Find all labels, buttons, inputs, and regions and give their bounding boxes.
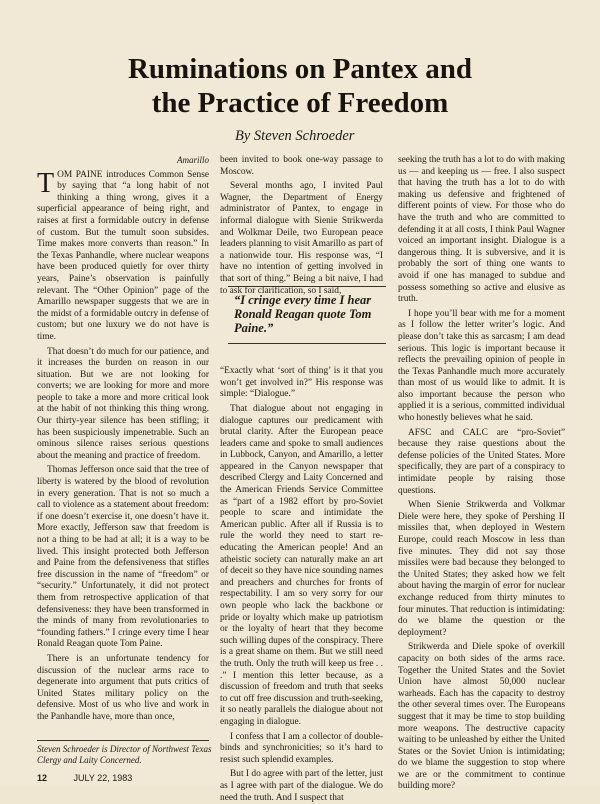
column-2 (220, 155, 383, 803)
article-title (60, 52, 540, 120)
pull-quote: “I cringe every time I hear Ronald Reagan quote Tom Paine.” (228, 286, 386, 344)
paragraph: But I do agree with part of the letter, just as I agree with part of the dialogue. We do need the truth. And I suspect that (220, 769, 383, 803)
page-footer (37, 773, 132, 783)
paragraph: There is an unfortunate tendency for discussion of the nuclear arms race to degenerate into argument that puts critics of United States military policy on the defensive. Most of us who live and work in the Panhandle have, more than once, (37, 653, 209, 722)
paragraph: “Exactly what ‘sort of thing’ is it that you won’t get involved in?” His response was simple: “Dialogue.” (220, 366, 383, 400)
paragraph: TOM PAINE introduces Common Sense by saying that “a long habit of not thinking a thing wrong, gives it a superficial appearance of being right, and raises at first a formidable outcry in defense of custom. But the tumult soon subsides. Time makes more converts than reason.” In the Texas Panhandle, where nuclear weapons have been produced quietly for over thirty years, Paine’s observation is painfully relevant. The “Other Opinion” page of the Amarillo newspaper suggests that we are in the midst of a formidable outcry in defense of custom; but one luxury we do not have is time. (37, 167, 209, 342)
paragraph: been invited to book one-way passage to Moscow. (220, 155, 383, 177)
column-1 (37, 155, 209, 722)
title-line-1: Ruminations on Pantex and (127, 53, 473, 85)
column-3 (398, 155, 565, 792)
paragraph: seeking the truth has a lot to do with making us — and keeping us — free. I also suspect that having the truth has a lot to do with making us defensive and frightened of different points of view. For those who do have the truth and who are committed to defending it at all costs, I think Paul Wagner voiced an important insight. Dialogue is a dangerous thing. It is subversive, and it is probably the sort of thing one wants to avoid if one has managed to subdue and possess something so active and elusive as truth. (398, 155, 565, 305)
paragraph: I hope you’ll bear with me for a moment as I follow the letter writer’s logic. And please don’t take this as sarcasm; I am dead serious. This logic is important because it reflects the prevailing opinion of people in the Texas Panhandle much more accurately than most of us would like to admit. It is also important because the person who applied it is a serious, committed individual who honestly believes what he said. (398, 308, 565, 424)
paragraph: That dialogue about not engaging in dialogue captures our predicament with brutal clarity. After the European peace leaders came and spoke to small audiences in Lubbock, Canyon, and Amarillo, a letter appeared in the Canyon newspaper that described Clergy and Laity Concerned and the American Friends Service Committee as “part of a 1982 effort by pro-Soviet people to scare and intimidate the American public. After all if Russia is to rule the world they need to start re-educating the American people! And an atheistic society can naturally make an art of deceit so they have nice sounding names and preachers and churches for fronts of respectability. I am so very sorry for our own people who lack the backbone or pride or loyalty which make up patriotism or the loyalty of heart that they become such willing dupes of the conspiracy. There is a great shame on them. But we still need the truth. Only the truth will keep us free . . .” I mention this letter because, as a discussion of freedom and truth that seeks to cut off free discussion and truth-seeking, it so neatly parallels the dialogue about not engaging in dialogue. (220, 403, 383, 727)
issue-date: JULY 22, 1983 (73, 773, 133, 783)
paragraph: AFSC and CALC are “pro-Soviet” because they raise questions about the defense policies of the United States. More specifically, they are part of a conspiracy to intimidate people by raising those questions. (398, 427, 565, 496)
bio-divider (37, 740, 209, 741)
paragraph: Thomas Jefferson once said that the tree of liberty is watered by the blood of revolution in every generation. That is not so much a call to violence as a statement about freedom: if one doesn’t exercise it, one doesn’t have it. More exactly, Jefferson saw that freedom is not a thing to be had at all; it is a way to be lived. This insight protected both Jefferson and Paine from the defensiveness that stifles free discussion in the name of “freedom” or “security.” Unfortunately, it did not protect them from retrospective application of that defensiveness: they have been transformed in the minds of many from revolutionaries to “founding fathers.” I cringe every time I hear Ronald Reagan quote Tom Paine. (37, 465, 209, 650)
byline: By Steven Schroeder (235, 128, 355, 144)
title-line-2: the Practice of Freedom (151, 87, 449, 119)
drop-cap: T (37, 167, 55, 199)
paragraph: That doesn’t do much for our patience, and it increases the burden on reason in our situation. But we are not looking for converts; we are looking for more and more people to take a more and more critical look at the habit of not thinking this thing wrong. Our thirty-year silence has been stifling; it has been suspiciously impenetrable. Such an ominous silence raises serious questions about the meaning and practice of freedom. (37, 346, 209, 461)
paragraph: When Sienie Strikwerda and Volkmar Diele were here, they spoke of Pershing II missiles that, when deployed in Western Europe, could reach Moscow in less than five minutes. They did not say those missiles were bad because they belonged to the United States; they asked how we felt about having the margin of error for nuclear exchange reduced from thirty minutes to four minutes. That reduction is intimidating: do we blame the question or the deployment? (398, 500, 565, 638)
author-bio: Steven Schroeder is Director of Northwest Texas Clergy and Laity Concerned. (37, 744, 212, 765)
page-number: 12 (37, 773, 48, 783)
dateline: Amarillo (176, 155, 209, 165)
paragraph: I confess that I am a collector of double-binds and synchronicities; so it’s hard to resist such splendid examples. (220, 731, 383, 765)
paragraph: Strikwerda and Diele spoke of overkill capacity on both sides of the arms race. Together the United States and the Soviet Union have almost 50,000 nuclear warheads. Each has the capacity to destroy the other several times over. The Europeans suggest that it may be time to stop building more weapons. The destructive capacity waiting to be unleashed by either the United States or the Soviet Union is intimidating; do we blame the suggestion to stop where we are or the commitment to continue building more? (398, 642, 565, 792)
paragraph: Several months ago, I invited Paul Wagner, the Department of Energy administrator of Pantex, to engage in informal dialogue with Sienie Strikwerda and Wolkmar Deile, two European peace leaders planning to visit Amarillo as part of a nationwide tour. His response was, “I have no intention of getting involved in that sort of thing.” Being a bit naive, I had to ask for clarification, so I said, (220, 181, 383, 296)
